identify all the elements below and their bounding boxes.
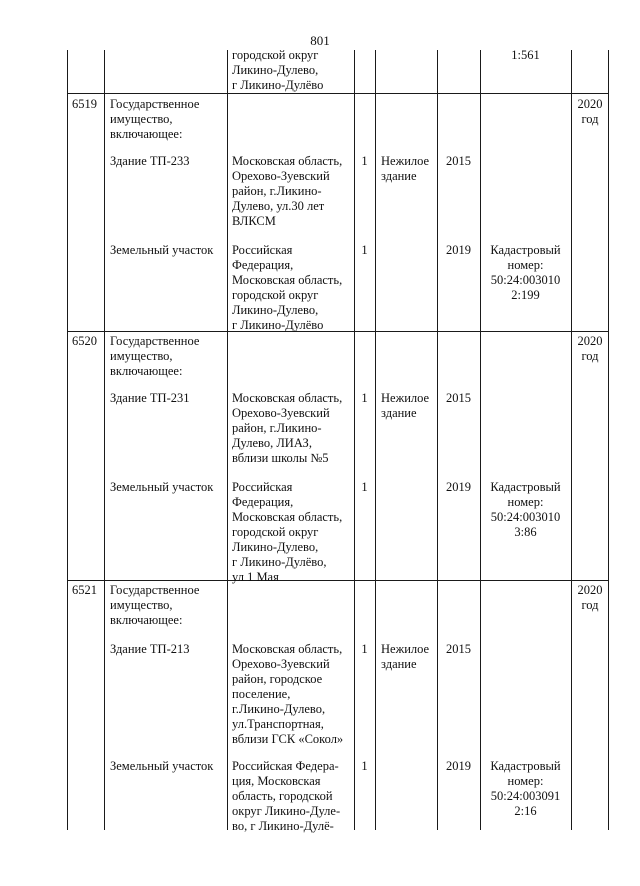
item-year-cell: 2019	[446, 480, 471, 494]
item-location-cell: Российская Федерация, Московская область, городской округ Ликино-Дулево, г Ликино-Дулёво, ул 1 Мая	[232, 480, 343, 584]
page-number: 801	[310, 33, 330, 48]
item-notes-cell: Кадастровый номер: 50:24:003010 3:86	[490, 480, 561, 539]
item-name-cell: Здание ТП-231	[110, 391, 190, 405]
entry-title-cell: Государственное имущество, включающее:	[110, 97, 200, 141]
item-name-cell: Здание ТП-233	[110, 154, 190, 168]
item-qty-cell: 1	[361, 154, 368, 168]
item-year-cell: 2019	[446, 243, 471, 257]
item-location-cell: Московская область, Орехово-Зуевский район, г.Ликино- Дулево, ЛИАЗ, вблизи школы №5	[232, 391, 343, 465]
continuation-notes-cell: 1:561	[511, 48, 540, 62]
column-divider-notes	[571, 50, 572, 830]
entry-number-cell: 6521	[72, 583, 97, 597]
continuation-location-cell: городской округ Ликино-Дулево, г Ликино-Дулёво	[232, 48, 324, 92]
item-name-cell: Здание ТП-213	[110, 642, 190, 656]
item-year-cell: 2019	[446, 759, 471, 773]
item-qty-cell: 1	[361, 243, 368, 257]
entry-title-cell: Государственное имущество, включающее:	[110, 583, 200, 627]
item-qty-cell: 1	[361, 759, 368, 773]
item-name-cell: Земельный участок	[110, 480, 214, 494]
entry-year-cell: 2020 год	[577, 583, 603, 612]
table-border-left	[67, 50, 68, 830]
column-divider-qty	[375, 50, 376, 830]
item-year-cell: 2015	[446, 154, 471, 168]
item-location-cell: Московская область, Орехово-Зуевский район, г.Ликино- Дулево, ул.30 лет ВЛКСМ	[232, 154, 343, 228]
item-purpose-cell: Нежилое здание	[381, 391, 430, 420]
item-year-cell: 2015	[446, 391, 471, 405]
item-location-cell: Российская Федерация, Московская область, городской округ Ликино-Дулево, г Ликино-Дулёво	[232, 243, 343, 332]
entry-number-cell: 6520	[72, 334, 97, 348]
item-location-cell: Московская область, Орехово-Зуевский район, городское поселение, г.Ликино-Дулево, ул.Транспортная, вблизи ГСК «Сокол»	[232, 642, 344, 746]
item-name-cell: Земельный участок	[110, 243, 214, 257]
item-purpose-cell: Нежилое здание	[381, 154, 430, 183]
item-qty-cell: 1	[361, 480, 368, 494]
item-qty-cell: 1	[361, 391, 368, 405]
entry-year-cell: 2020 год	[577, 97, 603, 126]
entry-number-cell: 6519	[72, 97, 97, 111]
entry-title-cell: Государственное имущество, включающее:	[110, 334, 200, 378]
item-qty-cell: 1	[361, 642, 368, 656]
entry-year-cell: 2020 год	[577, 334, 603, 363]
item-notes-cell: Кадастровый номер: 50:24:003010 2:199	[490, 243, 561, 302]
table-border-right	[608, 50, 609, 830]
item-purpose-cell: Нежилое здание	[381, 642, 430, 671]
item-notes-cell: Кадастровый номер: 50:24:003091 2:16	[490, 759, 561, 818]
item-name-cell: Земельный участок	[110, 759, 214, 773]
item-year-cell: 2015	[446, 642, 471, 656]
column-divider-year	[480, 50, 481, 830]
item-location-cell: Российская Федера- ция, Московская область, городской округ Ликино-Дуле- во, г Ликино-Дулё-	[232, 759, 341, 833]
column-divider-number	[104, 50, 105, 830]
column-divider-name	[227, 50, 228, 830]
row-separator	[67, 93, 609, 94]
